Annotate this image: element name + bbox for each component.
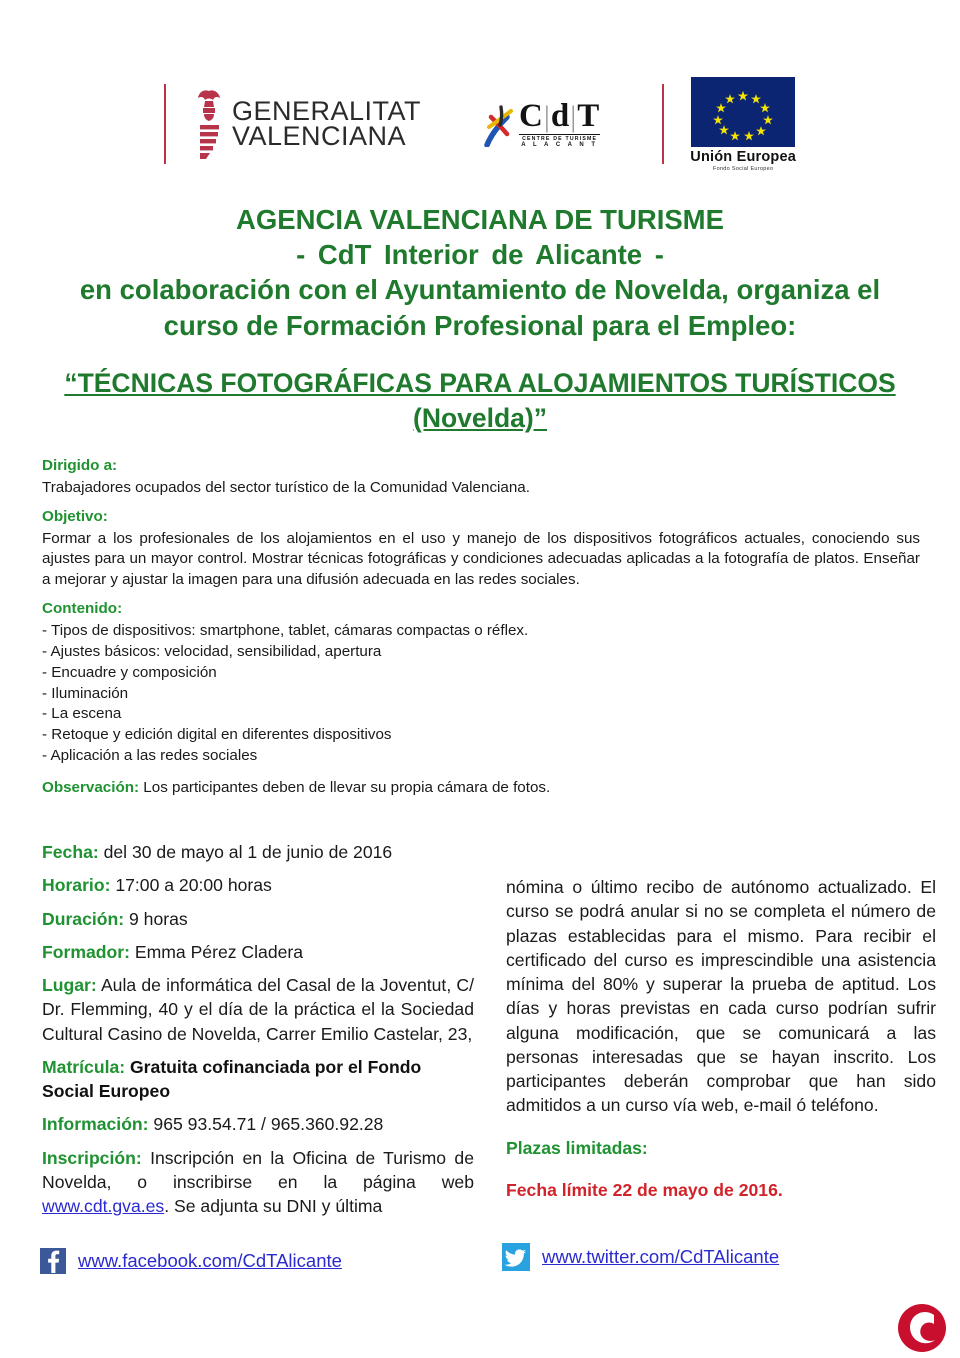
contenido-item: - Encuadre y composición: [42, 663, 217, 681]
european-union-logo: [690, 77, 796, 172]
cdt-separator-2: |: [570, 100, 578, 133]
duracion-value: 9 horas: [124, 908, 188, 929]
dirigido-label: Dirigido a:: [42, 457, 118, 474]
contenido-item: - La escena: [42, 705, 122, 723]
inscripcion-text-1: Inscripción en la Oficina de Turismo de Novelda, o inscribirse en la página web: [42, 1147, 474, 1192]
continuation-paragraph: nómina o último recibo de autónomo actualizado. El curso se podrá anular si no se completa el número de plazas establecidas para el mismo. Para recibir el certificado del curso es imprescindible una asistencia mínima del 80% y superar la prueba de aptitud. Los días y horas previstas en cada curso podrían sufrir alguna modificación, que se comunicará a las personas interesadas que se hayan inscrito. Los participantes deberán comprobar que han sido admitidos a un curso vía web, e-mail ó teléfono.: [506, 877, 936, 1116]
twitter-footer-link[interactable]: [502, 1243, 779, 1271]
title-line-3: en colaboración con el Ayuntamiento de Novelda, organiza el: [79, 274, 881, 306]
european-union-flag-icon: [691, 77, 795, 147]
spacer: [42, 590, 920, 599]
cdt-cross-mark-icon: [483, 101, 517, 147]
facebook-url[interactable]: www.facebook.com/CdTAlicante: [78, 1250, 342, 1271]
horario-label: Horario:: [42, 875, 111, 896]
informacion-value: 965 93.54.71 / 965.360.92.28: [148, 1114, 384, 1135]
matricula-value: Gratuita cofinanciada por el Fondo Social Europeo: [42, 1056, 422, 1102]
generalitat-wordmark: [232, 96, 422, 151]
informacion-label: Información:: [42, 1114, 149, 1135]
observacion-text: Los participantes deben de llevar su propia cámara de fotos.: [139, 779, 551, 797]
horario-row: [42, 873, 474, 897]
lugar-row: [42, 973, 474, 1046]
lugar-value: Aula de informática del Casal de la Joventut, C/ Dr. Flemming, 40 y el día de la práctica el la Sociedad Cultural Casino de Novelda, Carrer Emilio Castelar, 23,: [42, 975, 474, 1044]
red-circle-brand-icon: [896, 1302, 948, 1354]
objetivo-label: Objetivo:: [42, 508, 108, 526]
generalitat-line-1: GENERALITAT: [232, 96, 422, 127]
cdt-wordmark: [519, 100, 600, 148]
course-title-line-1: “TÉCNICAS FOTOGRÁFICAS PARA ALOJAMIENTOS TURÍSTICOS: [64, 368, 896, 398]
facebook-icon[interactable]: [40, 1248, 66, 1274]
dirigido-text: Trabajadores ocupados del sector turístico de la Comunidad Valenciana.: [42, 478, 530, 496]
observacion-row: [42, 778, 920, 799]
vertical-rule-left: [164, 84, 166, 164]
fecha-value: del 30 de mayo al 1 de junio de 2016: [98, 842, 393, 862]
title-line-4: curso de Formación Profesional para el Empleo:: [163, 309, 797, 341]
eu-stars: [691, 77, 795, 147]
title-line-1: AGENCIA VALENCIANA DE TURISME: [236, 204, 724, 235]
duracion-label: Duración:: [42, 908, 125, 929]
generalitat-valenciana-logo: [192, 88, 421, 160]
inscripcion-label: Inscripción:: [42, 1147, 142, 1168]
cdt-letter-t: T: [577, 98, 601, 134]
course-details-right: [506, 875, 936, 1211]
contenido-item: - Tipos de dispositivos: smartphone, tablet, cámaras compactas o réflex.: [42, 621, 529, 639]
matricula-label: Matrícula:: [42, 1056, 126, 1077]
logo-bar: [0, 74, 960, 174]
title-line-2: - CdT Interior de Alicante -: [296, 239, 664, 271]
twitter-bird-icon[interactable]: [502, 1243, 530, 1271]
contenido-item: - Retoque y edición digital en diferentes dispositivos: [42, 726, 392, 744]
generalitat-line-2: VALENCIANA: [232, 121, 407, 151]
cdt-letter-d: d: [550, 98, 571, 134]
contenido-item: - Ajustes básicos: velocidad, sensibilidad, apertura: [42, 642, 382, 660]
plazas-limitadas-label: Plazas limitadas:: [506, 1137, 648, 1158]
objetivo-text: Formar a los profesionales de los alojamientos en el uso y manejo de los dispositivos fotográficos actuales, conociendo sus ajustes para un mayor control. Mostrar técnicas fotográficas y condiciones adecuadas aplicadas a la fotografía de platos. Enseñar a mejorar y ajustar la imagen para una difusión adecuada en las redes sociales.: [42, 529, 920, 588]
informacion-row: [42, 1112, 474, 1136]
twitter-glyph: [502, 1243, 530, 1271]
spacer: [42, 498, 920, 507]
lugar-label: Lugar:: [42, 975, 97, 996]
page-title: [0, 202, 960, 343]
observacion-label: Observación:: [42, 779, 140, 797]
cdt-letters: [519, 100, 600, 133]
inscripcion-text-2: . Se adjunta su DNI y última: [164, 1196, 383, 1217]
twitter-url[interactable]: www.twitter.com/CdTAlicante: [542, 1246, 780, 1267]
fecha-label: Fecha:: [42, 842, 99, 862]
facebook-glyph: [40, 1248, 66, 1274]
matricula-row: [42, 1055, 474, 1104]
inscripcion-row: [42, 1146, 474, 1219]
vertical-rule-right: [662, 84, 664, 164]
horario-value: 17:00 a 20:00 horas: [110, 875, 272, 896]
formador-value: Emma Pérez Cladera: [129, 941, 304, 962]
cdt-subtitle: CENTRE DE TURISME: [519, 134, 600, 142]
facebook-footer-link[interactable]: [40, 1248, 342, 1274]
generalitat-bat-emblem-icon: [192, 88, 226, 160]
cdt-letter-c: C: [519, 98, 544, 134]
formador-row: [42, 940, 474, 964]
fecha-limite-note: Fecha límite 22 de mayo de 2016.: [506, 1179, 783, 1200]
contenido-list: [42, 621, 920, 768]
contenido-item: - Iluminación: [42, 684, 129, 702]
cdt-website-link[interactable]: www.cdt.gva.es: [42, 1196, 165, 1217]
cdt-subtitle-city: A L A C A N T: [521, 142, 599, 148]
course-description: [42, 456, 920, 799]
contenido-item: - Aplicación a las redes sociales: [42, 747, 258, 765]
formador-label: Formador:: [42, 941, 130, 962]
eu-subcaption: Fondo Social Europeo: [712, 165, 774, 172]
contenido-label: Contenido:: [42, 600, 123, 618]
fecha-row: [42, 840, 474, 864]
course-title-line-2: (Novelda)”: [413, 402, 547, 433]
cdt-separator-1: |: [543, 100, 551, 133]
eu-caption: Unión Europea: [690, 148, 796, 165]
course-details-left: [42, 840, 474, 1227]
spacer: [42, 767, 920, 778]
course-title: [30, 366, 930, 436]
cdt-logo: [483, 100, 600, 148]
duracion-row: [42, 907, 474, 931]
